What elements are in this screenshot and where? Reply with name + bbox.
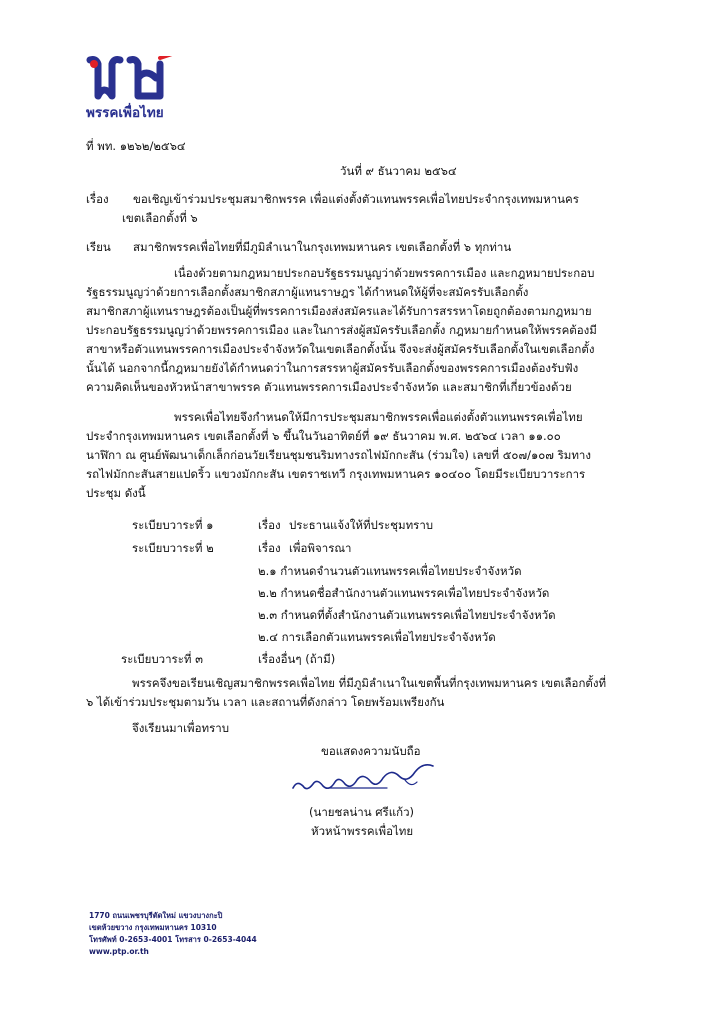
agenda-subitem: ๒.๑ กำหนดจำนวนตัวแทนพรรคเพื่อไทยประจำจังหวัด — [258, 564, 522, 578]
paragraph-line: นาฬิกา ณ ศูนย์พัฒนาเด็กเล็กก่อนวัยเรียนชุมชนริมทางรถไฟมักกะสัน (ร่วมใจ) เลขที่ ๕๐๗/๑๐๗ ริมทาง — [86, 448, 592, 462]
paragraph-line: สาขาหรือตัวแทนพรรคการเมืองประจำจังหวัดในเขตเลือกตั้งนั้น จึงจะส่งผู้สมัครรับเลือกตั้งในเขตเลือกตั้ง — [86, 342, 595, 356]
agenda-1-text: ประธานแจ้งให้ที่ประชุมทราบ — [289, 518, 434, 532]
paragraph-line: ประชุม ดังนี้ — [86, 486, 146, 500]
body-paragraph-1 — [86, 266, 634, 399]
handwritten-signature — [287, 758, 437, 802]
paragraph-line: ประจำกรุงเทพมหานคร เขตเลือกตั้งที่ ๖ ขึ้นในวันอาทิตย์ที่ ๑๙ ธันวาคม พ.ศ. ๒๕๖๔ เวลา ๑๑.๐๐ — [86, 429, 561, 443]
paragraph-line: สมาชิกสภาผู้แทนราษฎรต้องเป็นผู้ที่พรรคการเมืองส่งสมัครและได้รับการสรรหาโดยถูกต้องตามกฎหมาย — [86, 304, 592, 318]
footer-address-2: เขตห้วยขวาง กรุงเทพมหานคร 10310 — [89, 923, 217, 932]
for-information: จึงเรียนมาเพื่อทราบ — [132, 721, 230, 735]
footer-website: www.ptp.or.th — [89, 947, 149, 956]
footer-phone: โทรศัพท์ 0-2653-4001 โทรสาร 0-2653-4044 — [89, 935, 257, 944]
subject-label: เรื่อง — [86, 192, 109, 206]
paragraph-line: เนื่องด้วยตามกฎหมายประกอบรัฐธรรมนูญว่าด้วยพรรคการเมือง และกฎหมายประกอบ — [174, 266, 595, 280]
agenda-3-text: เรื่องอื่นๆ (ถ้ามี) — [258, 652, 336, 666]
recipient-text: สมาชิกพรรคเพื่อไทยที่มีภูมิลำเนาในกรุงเทพมหานคร เขตเลือกตั้งที่ ๖ ทุกท่าน — [133, 240, 512, 254]
subject-line-2: เขตเลือกตั้งที่ ๖ — [122, 211, 198, 225]
letter-date: วันที่ ๙ ธันวาคม ๒๕๖๔ — [340, 164, 457, 178]
agenda-2-label: ระเบียบวาระที่ ๒ — [132, 541, 214, 555]
invitation-line-1: พรรคจึงขอเรียนเชิญสมาชิกพรรคเพื่อไทย ที่มีภูมิลำเนาในเขตพื้นที่กรุงเทพมหานคร เขตเลือกตั้งที่ — [132, 676, 607, 690]
document-number: ที่ พท. ๑๒๖๒/๒๕๖๔ — [86, 139, 186, 153]
signer-name: (นายชลน่าน ศรีแก้ว) — [309, 805, 415, 819]
signer-title: หัวหน้าพรรคเพื่อไทย — [311, 824, 414, 838]
subject-line-1: ขอเชิญเข้าร่วมประชุมสมาชิกพรรค เพื่อแต่งตั้งตัวแทนพรรคเพื่อไทยประจำกรุงเทพมหานคร — [133, 192, 579, 206]
agenda-2-prefix: เรื่อง — [258, 541, 281, 555]
agenda-1-prefix: เรื่อง — [258, 518, 281, 532]
footer-address-1: 1770 ถนนเพชรบุรีตัดใหม่ แขวงบางกะปิ — [89, 911, 223, 920]
party-logo — [86, 56, 176, 106]
agenda-subitem: ๒.๓ กำหนดที่ตั้งสำนักงานตัวแทนพรรคเพื่อไทยประจำจังหวัด — [258, 608, 556, 622]
agenda-3-label: ระเบียบวาระที่ ๓ — [121, 652, 203, 666]
agenda-2-text: เพื่อพิจารณา — [289, 541, 352, 555]
body-paragraph-2 — [86, 410, 634, 505]
party-name: พรรคเพื่อไทย — [86, 105, 164, 121]
paragraph-line: นั้นได้ นอกจากนี้กฎหมายยังได้กำหนดว่าในการสรรหาผู้สมัครรับเลือกตั้งของพรรคการเมืองต้องรับฟัง — [86, 361, 579, 375]
agenda-subitem: ๒.๔ การเลือกตัวแทนพรรคเพื่อไทยประจำจังหวัด — [258, 630, 496, 644]
agenda-subitem: ๒.๒ กำหนดชื่อสำนักงานตัวแทนพรรคเพื่อไทยประจำจังหวัด — [258, 586, 550, 600]
invitation-line-2: ๖ ได้เข้าร่วมประชุมตามวัน เวลา และสถานที่ดังกล่าว โดยพร้อมเพรียงกัน — [86, 695, 445, 709]
paragraph-line: พรรคเพื่อไทยจึงกำหนดให้มีการประชุมสมาชิกพรรคเพื่อแต่งตั้งตัวแทนพรรคเพื่อไทย — [174, 410, 583, 424]
respect-closing: ขอแสดงความนับถือ — [321, 744, 421, 758]
paragraph-line: ประกอบรัฐธรรมนูญว่าด้วยพรรคการเมือง และในการส่งผู้สมัครรับเลือกตั้ง กฎหมายกำหนดให้พรรคต้องมี — [86, 323, 597, 337]
paragraph-line: ความคิดเห็นของหัวหน้าสาขาพรรค ตัวแทนพรรคการเมืองประจำจังหวัด และสมาชิกที่เกี่ยวข้องด้วย — [86, 380, 572, 394]
party-logo-mark — [86, 56, 176, 106]
paragraph-line: รัฐธรรมนูญว่าด้วยการเลือกตั้งสมาชิกสภาผู้แทนราษฎร ได้กำหนดให้ผู้ที่จะสมัครรับเลือกตั้ง — [86, 285, 529, 299]
recipient-label: เรียน — [86, 240, 111, 254]
agenda-1-label: ระเบียบวาระที่ ๑ — [132, 518, 214, 532]
paragraph-line: รถไฟมักกะสันสายแปดริ้ว แขวงมักกะสัน เขตราชเทวี กรุงเทพมหานคร ๑๐๔๐๐ โดยมีระเบียบวาระการ — [86, 467, 586, 481]
